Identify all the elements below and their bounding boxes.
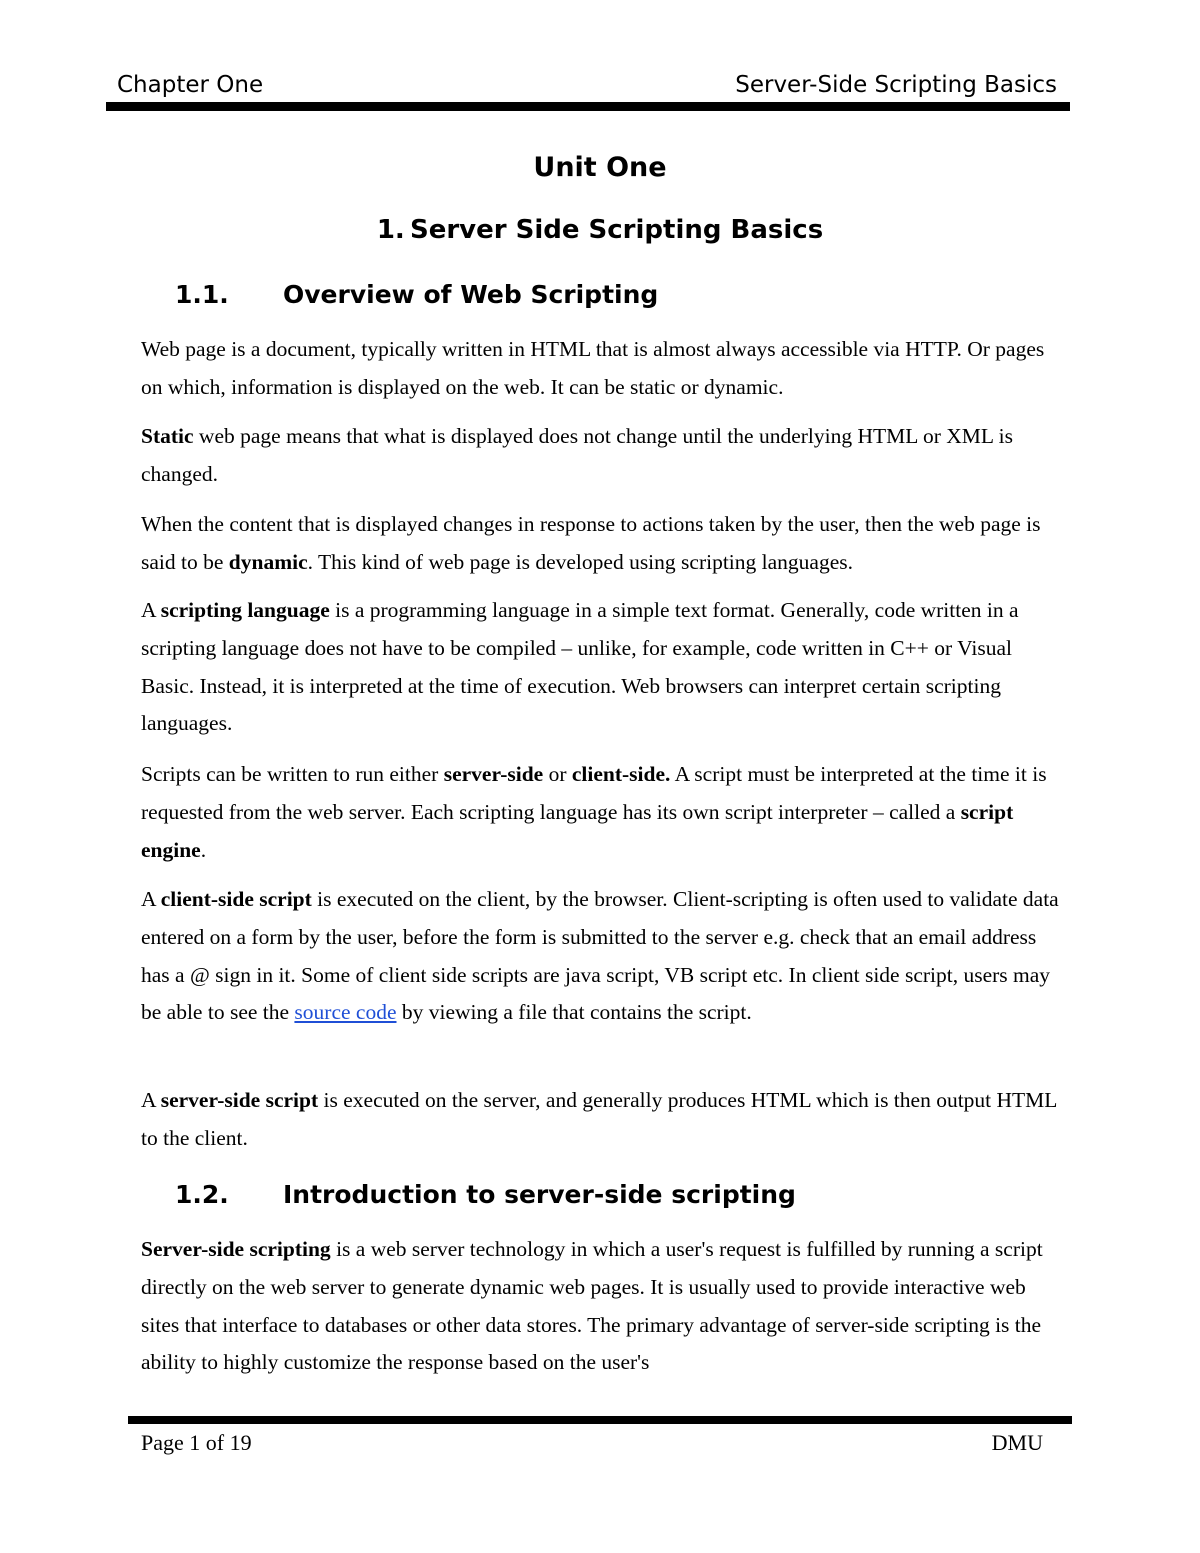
chapter-title: 1. Server Side Scripting Basics xyxy=(376,215,824,245)
paragraph-server-side-script xyxy=(141,1082,1061,1158)
page-number: Page 1 of 19 xyxy=(141,1430,252,1455)
paragraph-text: A xyxy=(141,887,161,911)
section-heading-1-2 xyxy=(175,1178,796,1212)
paragraph-text: is a programming language in a simple text format. Generally, code written in a scripting language does not have to be compiled – unlike, for example, code written in C++ or Visual Basic. Instead, it is interpreted at the time of execution. Web browsers can interpret certain scripting languages. xyxy=(141,598,1019,736)
bold-term: dynamic xyxy=(228,549,308,574)
paragraph-text: When the content that is displayed changes in response to actions taken by the user, then the web page is said to be xyxy=(141,512,1041,574)
bold-term: script engine xyxy=(141,799,1014,862)
header-rule xyxy=(106,102,1070,111)
paragraph-text: or xyxy=(543,762,572,786)
footer-institution: DMU xyxy=(991,1430,1043,1455)
paragraph-text: web page means that what is displayed does not change until the underlying HTML or XML is changed. xyxy=(141,424,1013,486)
bold-term: scripting language xyxy=(160,598,330,622)
paragraph-text: . This kind of web page is developed using scripting languages. xyxy=(307,549,853,574)
paragraph-text: A xyxy=(141,1088,161,1112)
paragraph-text: A script must be interpreted at the time it is requested from the web server. Each scripting language has its own script interpreter – called a xyxy=(141,762,1047,824)
section-number: 1.1. xyxy=(175,280,229,309)
paragraph-scripts-side xyxy=(141,756,1061,869)
source-code-link[interactable]: source code xyxy=(294,1000,397,1025)
header-topic-label: Server-Side Scripting Basics xyxy=(735,72,1057,98)
bold-term: server-side xyxy=(443,762,544,786)
bold-term: Static xyxy=(141,424,194,448)
header-chapter-label: Chapter One xyxy=(117,72,264,98)
paragraph-dynamic-page xyxy=(141,506,1061,582)
unit-title: Unit One xyxy=(533,152,667,183)
bold-term: client-side. xyxy=(571,762,671,786)
paragraph-text: Scripts can be written to run either xyxy=(141,762,444,786)
paragraph-text: is executed on the server, and generally produces HTML which is then output HTML to the client. xyxy=(141,1088,1057,1150)
paragraph-text: . xyxy=(200,837,207,862)
paragraph-text: A xyxy=(141,598,161,622)
paragraph-server-side-scripting xyxy=(141,1231,1061,1382)
paragraph-web-page-definition xyxy=(141,331,1061,407)
paragraph-text: by viewing a file that contains the script. xyxy=(396,1000,752,1025)
bold-term: Server-side scripting xyxy=(141,1237,331,1261)
paragraph-static-page xyxy=(141,418,1061,494)
footer-rule xyxy=(128,1416,1072,1424)
section-heading-1-1 xyxy=(175,278,658,312)
section-title: Overview of Web Scripting xyxy=(283,280,659,309)
bold-term: client-side script xyxy=(160,887,312,911)
section-title: Introduction to server-side scripting xyxy=(283,1180,796,1209)
paragraph-text: is a web server technology in which a user's request is fulfilled by running a script directly on the web server to generate dynamic web pages. It is usually used to provide interactive web sites that interface to databases or other data stores. The primary advantage of server-side scripting is the ability to highly customize the response based on the user's xyxy=(141,1237,1043,1375)
paragraph-text: is executed on the client, by the browser. Client-scripting is often used to validate data entered on a form by the user, before the form is submitted to the server e.g. check that an email address has a @ sign in it. Some of client side scripts are java script, VB script etc. In client side script, users may be able to see the xyxy=(141,887,1059,1025)
paragraph-client-side-script xyxy=(141,881,1061,1032)
bold-term: server-side script xyxy=(160,1088,319,1112)
paragraph-scripting-language xyxy=(141,592,1061,743)
paragraph-text: Web page is a document, typically written in HTML that is almost always accessible via HTTP. Or pages on which, information is displayed on the web. It can be static or dynamic. xyxy=(141,337,1045,399)
section-number: 1.2. xyxy=(175,1180,229,1209)
